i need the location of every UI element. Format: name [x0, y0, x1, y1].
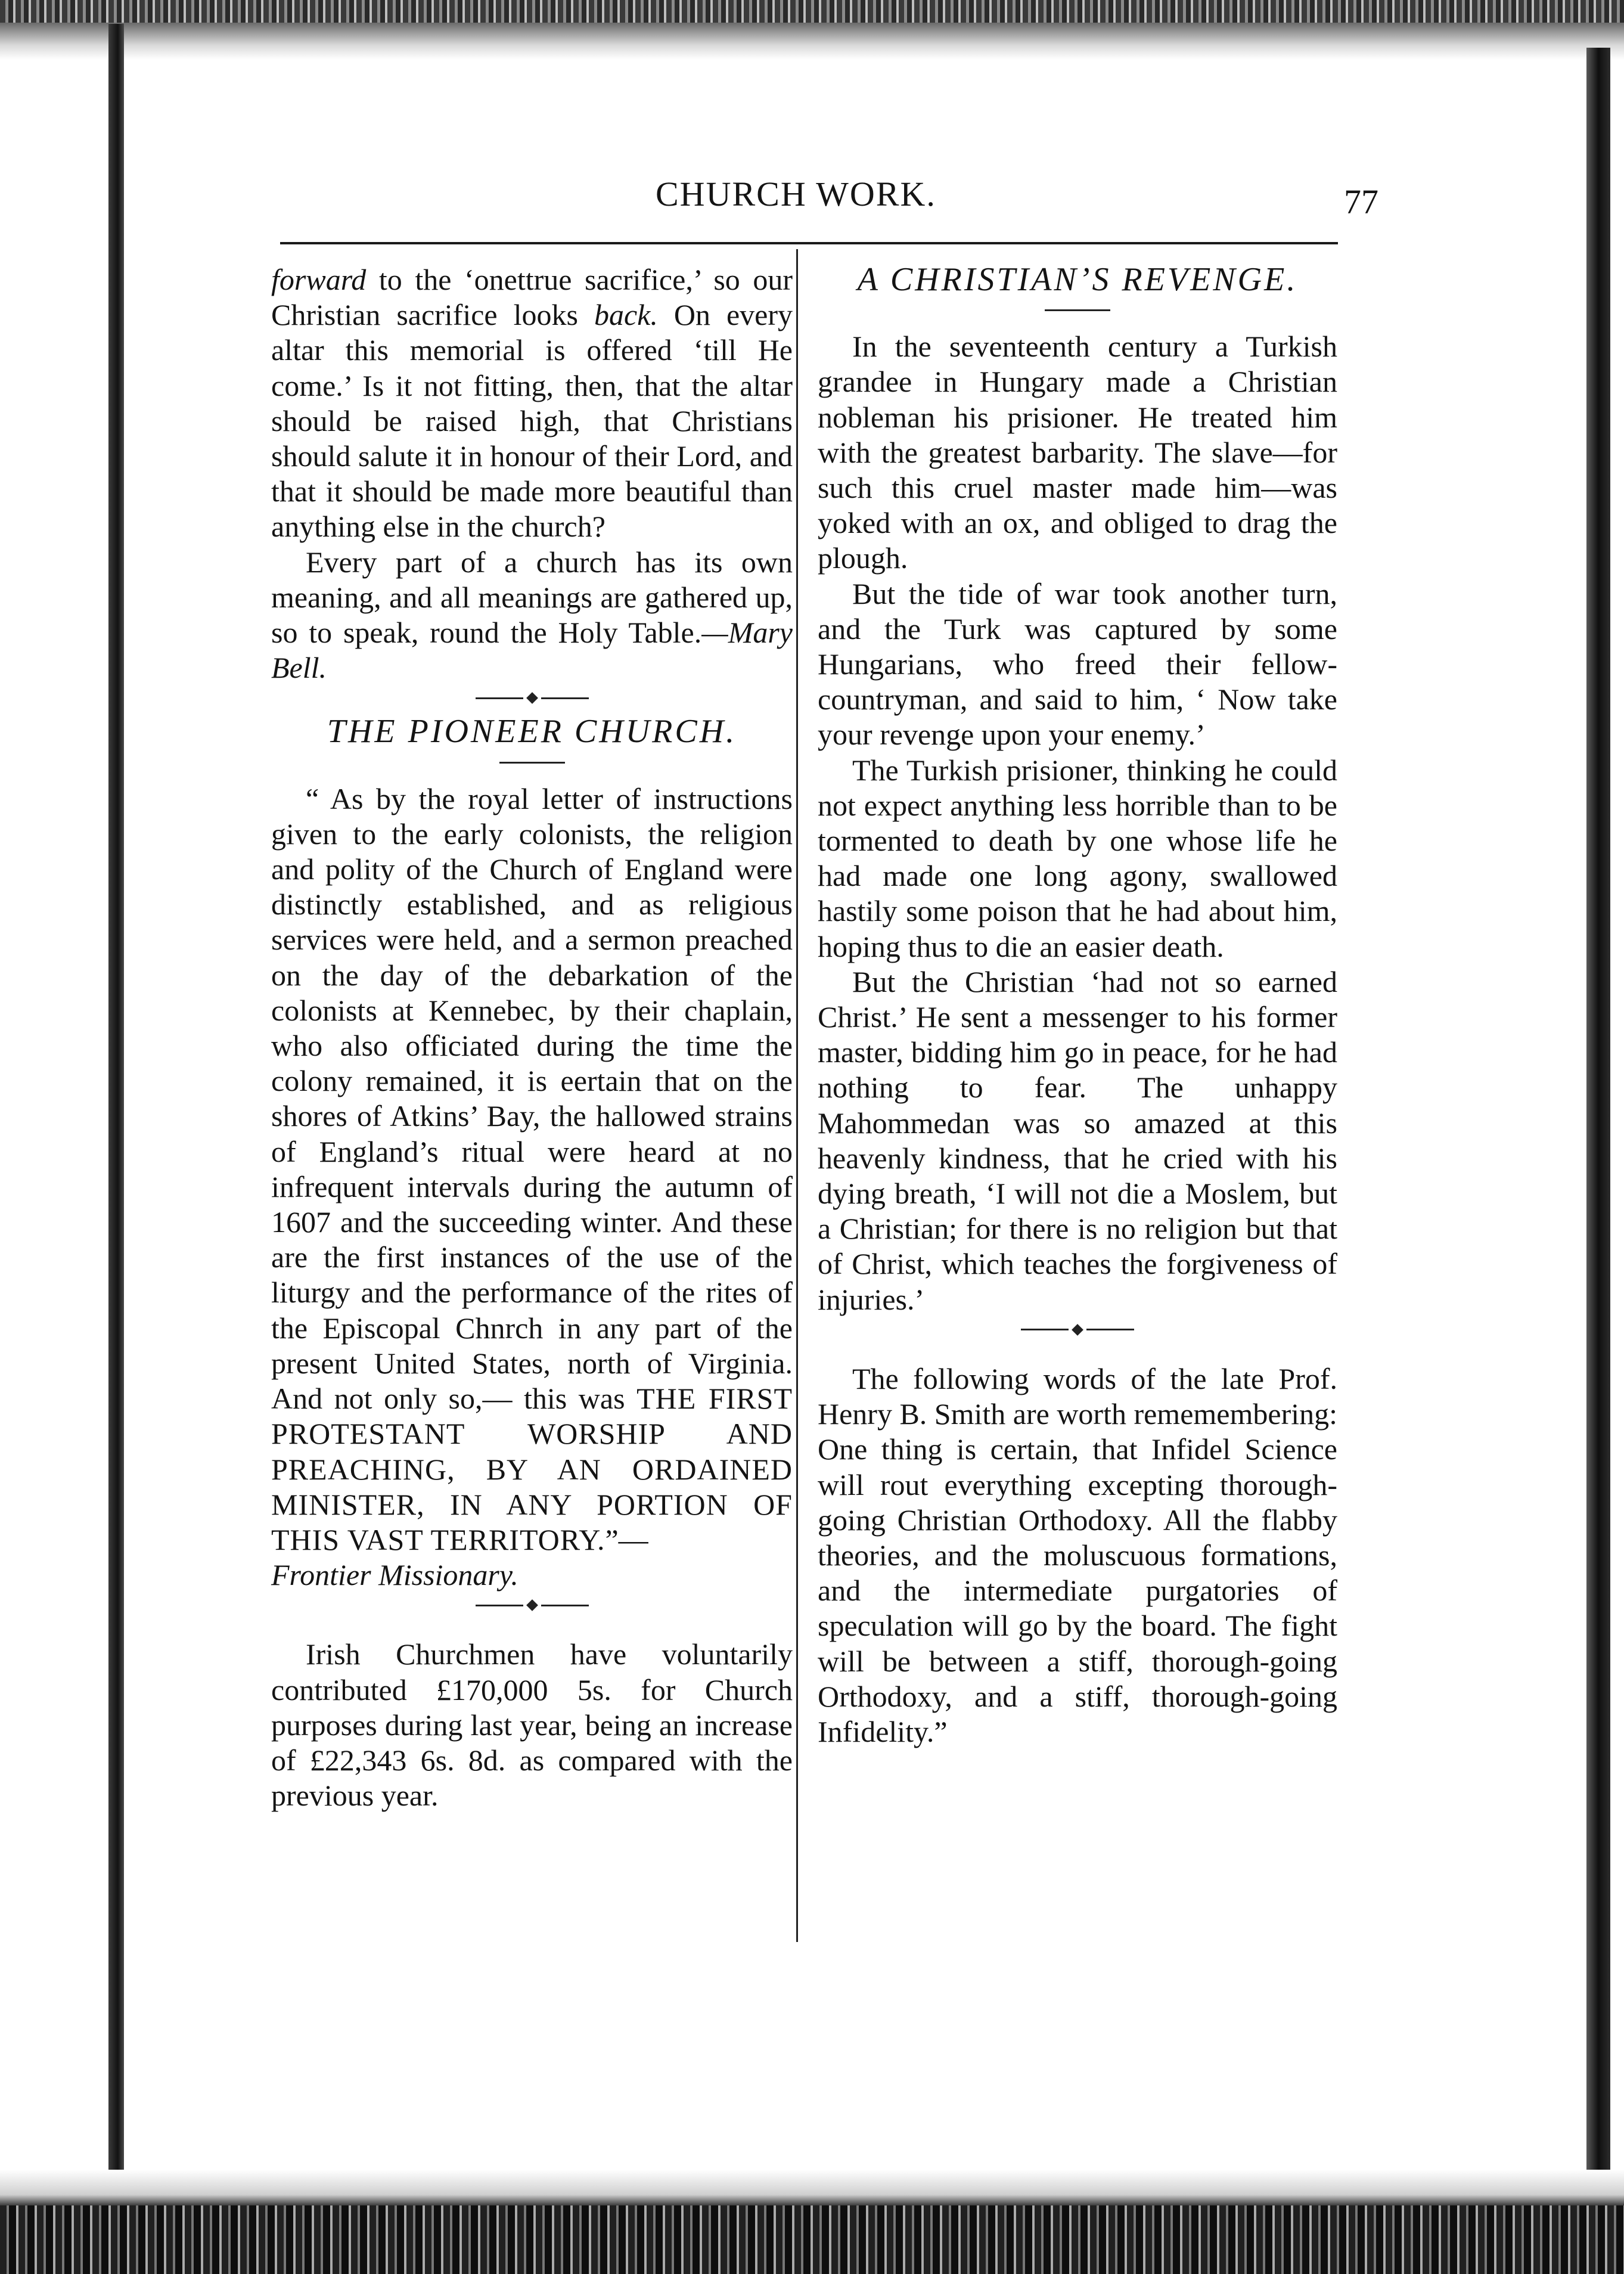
paragraph: In the seventeenth century a Turkish grandee in Hungary made a Christian nobleman his prisioner. He treated him with the greatest barbarity. The slave—for such this cruel master made him—was yoked with an ox, and obliged to drag the plough. — [818, 330, 1337, 575]
scan-edge-left — [108, 24, 124, 2199]
ornament-divider — [818, 1326, 1337, 1334]
paragraph-henry-smith-quote: The following words of the late Prof. Henry B. Smith are worth rememembering: One thing is certain, that Infidel Science will rout everything excepting thorough-going Christian Orthodoxy. All the flabby theories, and the moluscuous formations, and the intermediate purgatories of speculation will go by the board. The fight will be between a stiff, thorough-going Orthodoxy, and a stiff, thorough-going Infidelity.” — [818, 1361, 1337, 1748]
article-title-pioneer-church: THE PIONEER CHURCH. — [327, 713, 737, 750]
article-title-christians-revenge: A CHRISTIAN’S REVENGE. — [857, 261, 1298, 298]
paragraph-holy-table: Every part of a church has its own meaning, and all meanings are gathered up, so to speak, round the Holy Table.—Mary Bell. — [271, 545, 793, 685]
running-header: CHURCH WORK. — [656, 175, 936, 213]
paragraph-irish-churchmen: Irish Churchmen have voluntarily contributed £170,000 5s. for Church purposes during last year, being an increase of £22,343 6s. 8d. as compared with the previous year. — [271, 1637, 793, 1813]
scan-edge-bottom — [0, 2205, 1624, 2274]
title-rule — [499, 762, 565, 764]
article-body-pioneer-church: “ As by the royal letter of instructions given to the early colonists, the religion and polity of the Church of England were distinctly established, and as religious services were held, and a sermon preached on the day of the debarkation of the colonists at Kennebec, by their chaplain, who also officiated during the time the colony remained, it is eertain that on the shores of Atkins’ Bay, the hallowed strains of England’s ritual were heard at no infrequent intervals during the autumn of 1607 and the succeeding winter. And these are the first instances of the use of the liturgy and the performance of the rites of the Episcopal Chnrch in any part of the present United States, north of Virginia. And not only so,— this was THE FIRST PROTESTANT WORSHIP AND PREACHING, BY AN ORDAINED MINISTER, IN ANY PORTION OF THIS VAST TERRITORY.”— Frontier Missionary. — [271, 781, 793, 1592]
paragraph: But the tide of war took another turn, and the Turk was captured by some Hungarians, who freed their fellow-countryman, and said to him, ‘ Now take your revenge upon your enemy.’ — [818, 576, 1337, 752]
page-number: 77 — [1344, 182, 1378, 221]
ornament-divider — [271, 694, 793, 702]
scan-shadow-top — [0, 23, 1624, 60]
scan-edge-right — [1586, 48, 1610, 2170]
paragraph: But the Christian ‘had not so earned Christ.’ He sent a messenger to his former master, bidding him go in peace, for he had nothing to fear. The unhappy Mahommedan was so amazed at this heavenly kindness, that he cried with his dying breath, ‘I will not die a Moslem, but a Christian; for there is no religion but that of Christ, which teaches the forgiveness of injuries.’ — [818, 964, 1337, 1316]
right-column — [818, 262, 1337, 1749]
paragraph-continued: forward to the ‘onettrue sacrifice,’ so our Christian sacrifice looks back. On every altar this memorial is offered ‘till He come.’ Is it not fitting, then, that the altar should be raised high, that Christians should salute it in honour of their Lord, and that it should be made more beautiful than anything else in the church? — [271, 263, 793, 544]
scan-shadow-bottom — [0, 2170, 1624, 2205]
left-column — [271, 262, 793, 1813]
title-rule — [1045, 309, 1110, 311]
column-divider — [796, 249, 798, 1942]
ornament-divider — [271, 1601, 793, 1609]
header-rule — [280, 242, 1338, 244]
scan-edge-top — [0, 0, 1624, 23]
source-credit: Frontier Missionary. — [271, 1558, 518, 1592]
paragraph: The Turkish prisioner, thinking he could not expect anything less horrible than to be tormented to death by one whose life he had made one long agony, swallowed hastily some poison that he had about him, hoping thus to die an easier death. — [818, 753, 1337, 963]
author-credit: —Mary Bell. — [271, 616, 793, 685]
